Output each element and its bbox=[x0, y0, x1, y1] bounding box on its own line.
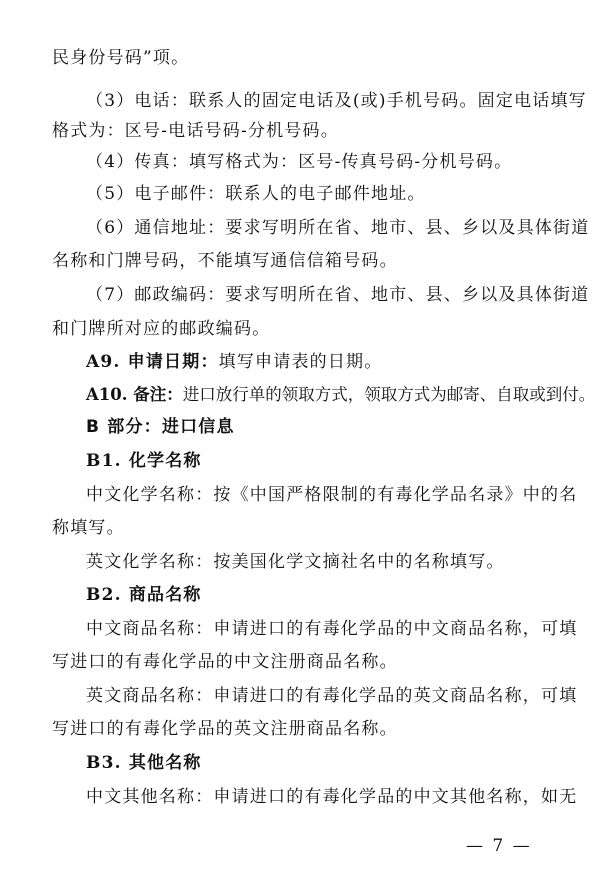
text-line: 民身份号码”项。 bbox=[52, 48, 190, 68]
section-a10-text: 进口放行单的领取方式，领取方式为邮寄、自取或到付。 bbox=[182, 385, 596, 404]
text-line: 格式为：区号-电话号码-分机号码。 bbox=[52, 121, 339, 141]
heading-b2: B2. 商品名称 bbox=[86, 585, 202, 605]
text-line: 名称和门牌号码，不能填写通信信箱号码。 bbox=[52, 251, 398, 271]
text-line: 中文化学名称：按《中国严格限制的有毒化学品名录》中的名 bbox=[86, 485, 578, 505]
text-line: 和门牌所对应的邮政编码。 bbox=[52, 319, 271, 339]
section-a10 bbox=[0, 384, 600, 406]
section-a9-text: 填写申请表的日期。 bbox=[218, 352, 383, 372]
section-a9-label: A9. 申请日期： bbox=[86, 352, 219, 372]
text-line: （3）电话：联系人的固定电话及(或)手机号码。固定电话填写 bbox=[86, 91, 587, 111]
text-line: 英文商品名称：申请进口的有毒化学品的英文商品名称，可填 bbox=[86, 686, 578, 706]
text-line: 中文其他名称：申请进口的有毒化学品的中文其他名称，如无 bbox=[86, 787, 578, 807]
heading-b1: B1. 化学名称 bbox=[86, 451, 202, 471]
text-line: 称填写。 bbox=[52, 518, 125, 538]
text-line: （7）邮政编码：要求写明所在省、地市、县、乡以及具体街道 bbox=[86, 285, 590, 305]
section-a9 bbox=[0, 351, 600, 373]
text-line: （6）通信地址：要求写明所在省、地市、县、乡以及具体街道 bbox=[86, 218, 590, 238]
text-line: （5）电子邮件：联系人的电子邮件地址。 bbox=[86, 184, 426, 204]
text-line: （4）传真：填写格式为：区号-传真号码-分机号码。 bbox=[86, 152, 513, 172]
page-number: — 7 — bbox=[466, 836, 532, 856]
heading-b3: B3. 其他名称 bbox=[86, 753, 202, 773]
text-line: 英文化学名称：按美国化学文摘社名中的名称填写。 bbox=[86, 552, 505, 572]
text-line: 写进口的有毒化学品的中文注册商品名称。 bbox=[52, 652, 398, 672]
text-line: 中文商品名称：申请进口的有毒化学品的中文商品名称，可填 bbox=[86, 619, 578, 639]
section-b-heading: B 部分：进口信息 bbox=[86, 417, 235, 437]
text-line: 写进口的有毒化学品的英文注册商品名称。 bbox=[52, 719, 398, 739]
section-a10-label: A10. 备注： bbox=[86, 385, 183, 404]
